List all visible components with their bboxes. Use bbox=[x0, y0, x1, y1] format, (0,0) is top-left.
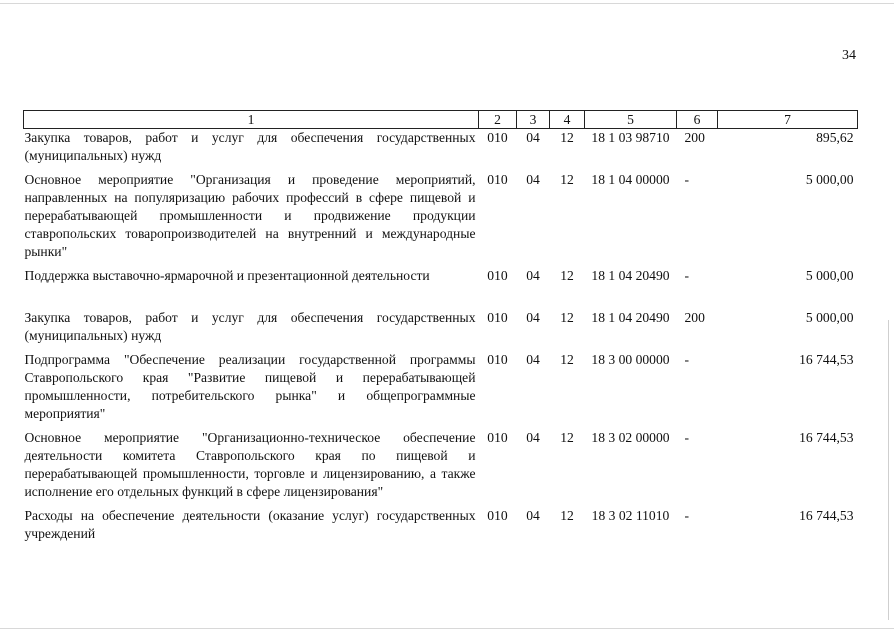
row-code-section: 04 bbox=[526, 268, 540, 283]
row-code-subsection: 12 bbox=[560, 310, 574, 325]
row-amount: 5 000,00 bbox=[805, 310, 854, 325]
row-code-subsection: 12 bbox=[560, 268, 574, 283]
row-code-subsection: 12 bbox=[560, 430, 574, 445]
row-code-ministry: 010 bbox=[487, 130, 508, 145]
row-code-ministry: 010 bbox=[487, 310, 508, 325]
row-code-target: 18 3 02 11010 bbox=[591, 508, 670, 523]
row-code-expense-type: - bbox=[684, 352, 690, 367]
table-row bbox=[24, 267, 858, 309]
row-amount: 895,62 bbox=[816, 130, 854, 145]
row-amount: 5 000,00 bbox=[805, 172, 854, 187]
header-col-4: 4 bbox=[550, 111, 585, 129]
scan-edge-top bbox=[0, 3, 894, 4]
table-row bbox=[24, 171, 858, 267]
row-code-section: 04 bbox=[526, 352, 540, 367]
row-code-target: 18 1 03 98710 bbox=[591, 130, 670, 145]
row-amount: 5 000,00 bbox=[805, 268, 854, 283]
row-code-expense-type: - bbox=[684, 172, 690, 187]
row-code-ministry: 010 bbox=[487, 508, 508, 523]
table-row bbox=[24, 351, 858, 429]
row-name: Основное мероприятие "Организационно-техническое обеспечение деятельности комитета Ставропольского края по пищевой и перерабатывающей промышленности, торговле и лицензированию, а также исполнение его отдельных функций в сфере лицензирования" bbox=[24, 430, 476, 499]
row-code-ministry: 010 bbox=[487, 268, 508, 283]
row-code-expense-type: - bbox=[684, 430, 690, 445]
row-code-target: 18 1 04 00000 bbox=[591, 172, 670, 187]
row-name: Закупка товаров, работ и услуг для обеспечения государственных (муниципальных) нужд bbox=[24, 310, 476, 343]
header-col-5: 5 bbox=[585, 111, 677, 129]
header-col-6: 6 bbox=[677, 111, 718, 129]
row-code-section: 04 bbox=[526, 430, 540, 445]
row-code-section: 04 bbox=[526, 508, 540, 523]
table-row bbox=[24, 129, 858, 172]
header-col-7: 7 bbox=[718, 111, 858, 129]
header-col-3: 3 bbox=[517, 111, 550, 129]
row-code-expense-type: - bbox=[684, 508, 690, 523]
row-code-subsection: 12 bbox=[560, 130, 574, 145]
row-name: Подпрограмма "Обеспечение реализации государственной программы Ставропольского края "Развитие пищевой и перерабатывающей промышленности, потребительского рынка" и общепрограммные мероприятия" bbox=[24, 352, 476, 421]
header-col-2: 2 bbox=[479, 111, 517, 129]
row-name: Закупка товаров, работ и услуг для обеспечения государственных (муниципальных) нужд bbox=[24, 130, 476, 163]
table-row bbox=[24, 507, 858, 543]
row-code-target: 18 3 00 00000 bbox=[591, 352, 670, 367]
row-code-ministry: 010 bbox=[487, 352, 508, 367]
row-code-ministry: 010 bbox=[487, 172, 508, 187]
row-code-subsection: 12 bbox=[560, 508, 574, 523]
row-name: Поддержка выставочно-ярмарочной и презентационной деятельности bbox=[24, 268, 430, 283]
row-code-expense-type: - bbox=[684, 268, 690, 283]
table-header-row bbox=[24, 111, 858, 129]
row-name: Расходы на обеспечение деятельности (оказание услуг) государственных учреждений bbox=[24, 508, 476, 541]
row-amount: 16 744,53 bbox=[799, 508, 854, 523]
row-code-section: 04 bbox=[526, 130, 540, 145]
row-code-ministry: 010 bbox=[487, 430, 508, 445]
scan-edge-bottom bbox=[0, 628, 894, 629]
table-row bbox=[24, 429, 858, 507]
row-name: Основное мероприятие "Организация и проведение мероприятий, направленных на популяризацию рабочих профессий в сфере пищевой и перерабатывающей промышленности и продвижение продукции ставропольских товаропроизводителей на внутренний и международные рынки" bbox=[24, 172, 476, 259]
row-code-expense-type: 200 bbox=[684, 310, 705, 325]
row-code-section: 04 bbox=[526, 172, 540, 187]
budget-table bbox=[23, 110, 858, 543]
scan-edge-right bbox=[888, 320, 889, 620]
table-row bbox=[24, 309, 858, 351]
row-amount: 16 744,53 bbox=[799, 430, 854, 445]
row-code-target: 18 1 04 20490 bbox=[591, 310, 670, 325]
row-code-target: 18 3 02 00000 bbox=[591, 430, 670, 445]
row-code-subsection: 12 bbox=[560, 172, 574, 187]
page-number: 34 bbox=[842, 48, 856, 63]
row-amount: 16 744,53 bbox=[799, 352, 854, 367]
row-code-section: 04 bbox=[526, 310, 540, 325]
header-col-1: 1 bbox=[24, 111, 479, 129]
row-code-expense-type: 200 bbox=[684, 130, 705, 145]
row-code-subsection: 12 bbox=[560, 352, 574, 367]
row-code-target: 18 1 04 20490 bbox=[591, 268, 670, 283]
